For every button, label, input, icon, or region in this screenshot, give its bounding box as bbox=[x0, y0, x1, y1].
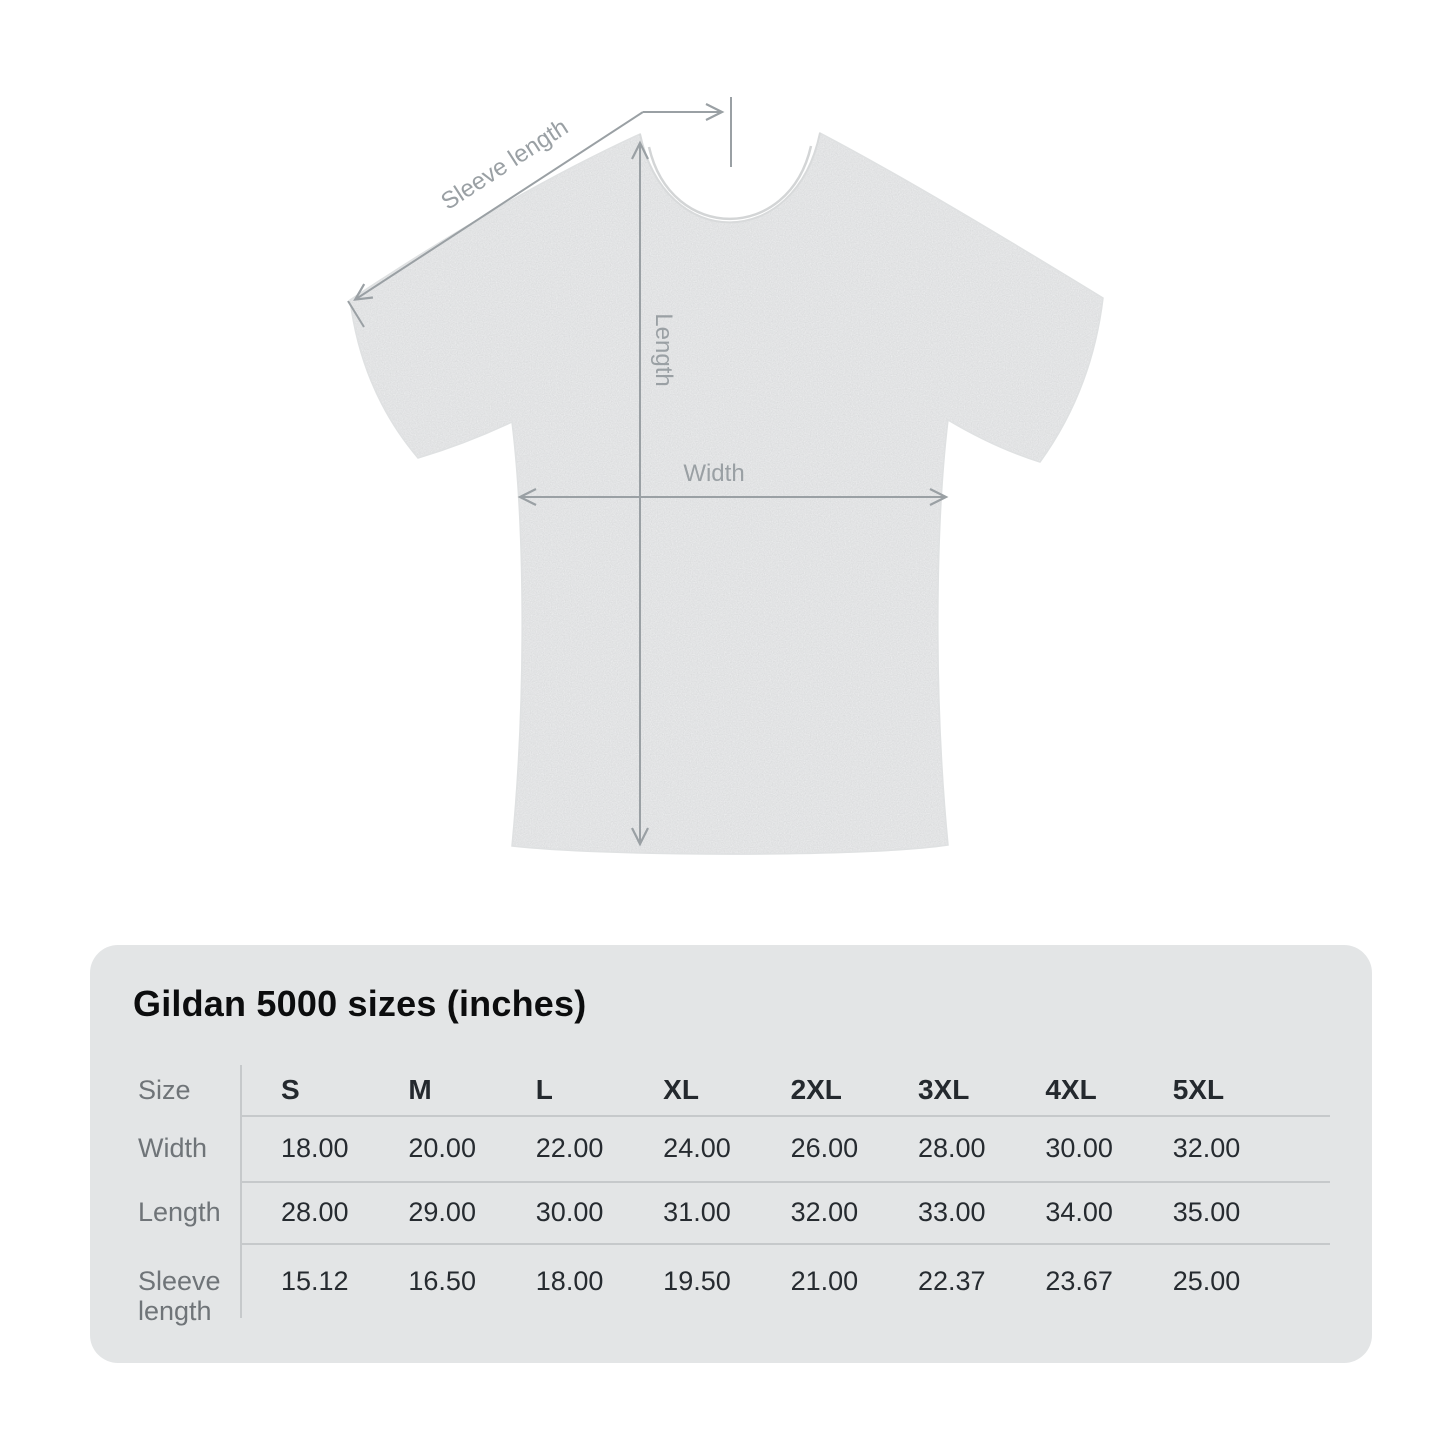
width-value: 32.00 bbox=[1172, 1132, 1241, 1163]
size-header: XL bbox=[663, 1074, 699, 1105]
size-header: M bbox=[408, 1074, 432, 1105]
sleeve-value: 16.50 bbox=[408, 1266, 476, 1296]
width-value: 22.00 bbox=[535, 1132, 604, 1163]
sleeve-value: 19.50 bbox=[663, 1266, 731, 1296]
width-value: 18.00 bbox=[281, 1132, 349, 1163]
width-label: Width bbox=[683, 460, 745, 487]
size-header: 3XL bbox=[917, 1074, 970, 1105]
size-header: 2XL bbox=[790, 1074, 842, 1105]
size-header: 5XL bbox=[1172, 1074, 1225, 1105]
size-corner-label: Size bbox=[138, 1074, 191, 1105]
table-row-length bbox=[138, 1181, 1260, 1243]
table-row-width bbox=[138, 1115, 1260, 1181]
size-header: S bbox=[281, 1074, 300, 1105]
length-value: 29.00 bbox=[408, 1196, 476, 1227]
sleeve-value: 23.67 bbox=[1045, 1266, 1113, 1296]
length-value: 31.00 bbox=[663, 1196, 731, 1227]
sleeve-value: 22.37 bbox=[917, 1266, 986, 1296]
width-value: 26.00 bbox=[790, 1132, 859, 1163]
sleeve-value: 21.00 bbox=[790, 1266, 859, 1296]
width-value: 20.00 bbox=[408, 1132, 476, 1163]
row-label: Sleeve length bbox=[138, 1266, 221, 1326]
length-value: 33.00 bbox=[917, 1196, 986, 1227]
row-label: Length bbox=[138, 1196, 221, 1227]
width-value: 28.00 bbox=[917, 1132, 986, 1163]
length-value: 35.00 bbox=[1172, 1196, 1241, 1227]
size-chart-panel bbox=[90, 945, 1372, 1363]
size-chart-title: Gildan 5000 sizes (inches) bbox=[133, 983, 587, 1024]
sleeve-value: 25.00 bbox=[1172, 1266, 1241, 1296]
table-header-row bbox=[138, 1065, 1260, 1115]
length-value: 34.00 bbox=[1045, 1196, 1113, 1227]
size-header: 4XL bbox=[1045, 1074, 1097, 1105]
length-value: 28.00 bbox=[281, 1196, 349, 1227]
sleeve-length-label: Sleeve length bbox=[436, 113, 574, 216]
length-value: 30.00 bbox=[535, 1196, 604, 1227]
row-label: Width bbox=[138, 1132, 208, 1163]
length-value: 32.00 bbox=[790, 1196, 859, 1227]
size-header: L bbox=[535, 1074, 553, 1105]
sleeve-value: 15.12 bbox=[281, 1266, 349, 1296]
length-label: Length bbox=[650, 313, 677, 387]
width-value: 30.00 bbox=[1045, 1132, 1113, 1163]
width-value: 24.00 bbox=[663, 1132, 731, 1163]
sleeve-value: 18.00 bbox=[535, 1266, 604, 1296]
table-row-sleeve-length bbox=[138, 1243, 1260, 1327]
